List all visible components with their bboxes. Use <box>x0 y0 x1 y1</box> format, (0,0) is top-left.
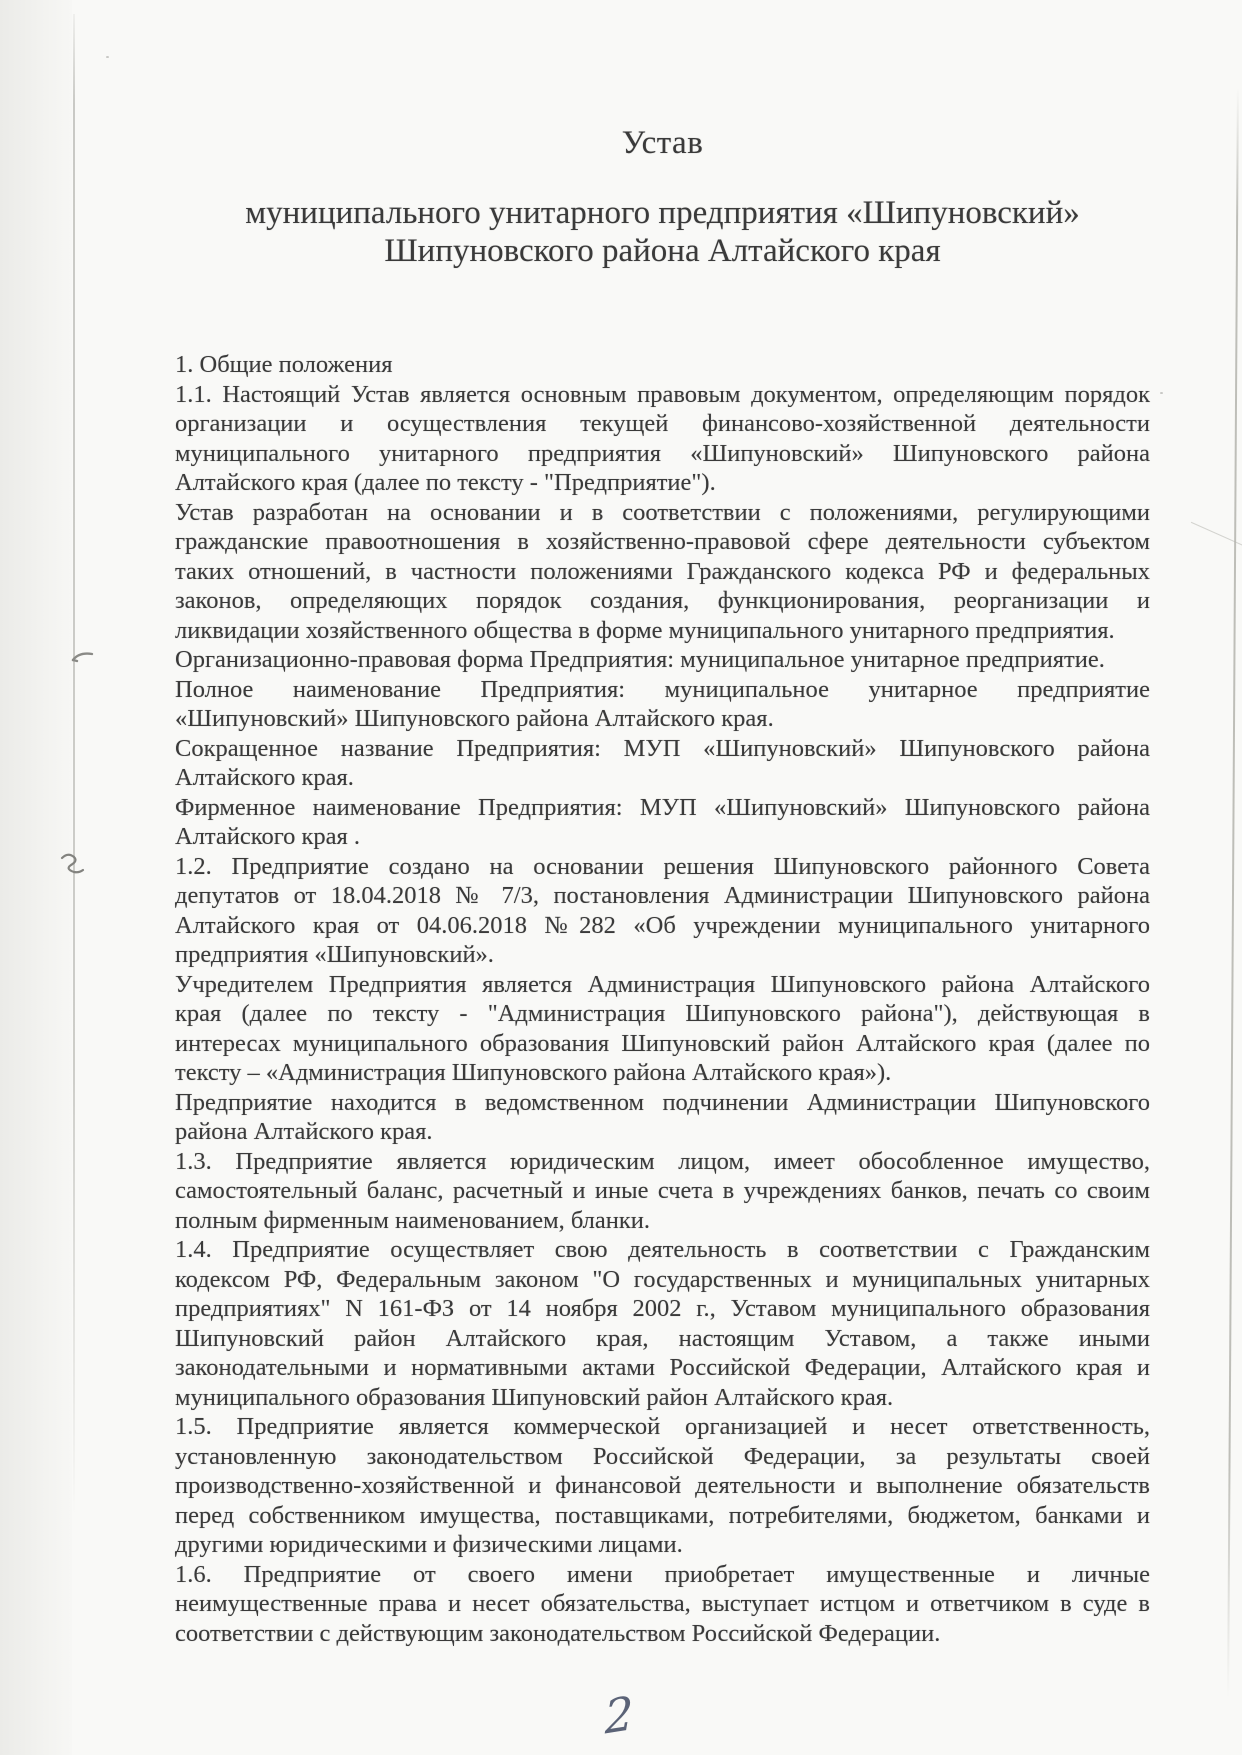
paragraph <box>175 1412 1150 1560</box>
paragraph-line: Алтайского края от 04.06.2018 №282 «Об учреждении муниципального унитарного <box>175 911 1150 939</box>
paragraph <box>175 793 1150 852</box>
paragraph-line: Алтайского края . <box>175 823 361 850</box>
document-body <box>175 350 1150 1648</box>
paragraph <box>175 1147 1150 1236</box>
paragraph-line: 1.4. Предприятие осуществляет свою деятельность в соответствии с Гражданским <box>175 1236 1150 1263</box>
paragraph <box>175 734 1150 793</box>
paragraph-line: Сокращенное название Предприятия: МУП «Шипуновский» Шипуновского района <box>175 734 1150 762</box>
paragraph-line: Устав разработан на основании и в соответствии с положениями, регулирующими <box>175 498 1150 526</box>
paragraph <box>175 380 1150 498</box>
paragraph-line: района Алтайского края. <box>175 1118 433 1145</box>
pen-mark <box>70 646 98 666</box>
paragraph-line: 1.3. Предприятие является юридическим лицом, имеет обособленное имущество, <box>175 1147 1150 1175</box>
paragraph <box>175 498 1150 646</box>
paragraph-line: организации и осуществления текущей финансово-хозяйственной деятельности <box>175 410 1150 437</box>
paragraph-line: 1.5. Предприятие является коммерческой организацией и несет ответственность, <box>175 1413 1150 1440</box>
document-title: Устав <box>621 125 704 161</box>
paragraph <box>175 852 1150 970</box>
subtitle-line: муниципального унитарного предприятия «Шипуновский» <box>245 195 1080 231</box>
page-number-handwritten: 2 <box>604 1685 634 1745</box>
paragraph-line: самостоятельный баланс, расчетный и иные счета в учреждениях банков, печать со своим <box>175 1177 1150 1204</box>
paragraph-line: Полное наименование Предприятия: муниципальное унитарное предприятие <box>175 675 1150 703</box>
paragraph-line: муниципального образования Шипуновский район Алтайского края. <box>175 1383 894 1411</box>
paragraph-line: полным фирменным наименованием, бланки. <box>175 1206 651 1234</box>
paragraph-line: кодексом РФ, Федеральным законом "О государственных и муниципальных унитарных <box>175 1265 1150 1293</box>
paragraph-line: таких отношений, в частности положениями Гражданского кодекса РФ и федеральных <box>175 557 1150 585</box>
paragraph-line: другими юридическими и физическими лицами. <box>175 1531 683 1558</box>
paragraph-line: законов, определяющих порядок создания, функционирования, реорганизации и <box>175 587 1150 614</box>
paragraph-line: Фирменное наименование Предприятия: МУП «Шипуновский» Шипуновского района <box>175 793 1150 821</box>
page-fold-line <box>73 14 75 1514</box>
paragraph-line: производственно-хозяйственной и финансовой деятельности и выполнение обязательств <box>175 1472 1150 1499</box>
dust-speck <box>1160 392 1163 394</box>
paragraph-line: гражданские правоотношения в хозяйственно-правовой сфере деятельности субъектом <box>175 528 1150 555</box>
paragraph <box>175 1088 1150 1147</box>
page-edge-line <box>1227 88 1239 1698</box>
document-subtitle <box>175 194 1150 270</box>
paragraph-line: депутатов от 18.04.2018 № 7/3, постановления Администрации Шипуновского района <box>175 882 1150 909</box>
paragraph <box>175 1560 1150 1649</box>
paragraph-line: Учредителем Предприятия является Администрация Шипуновского района Алтайского <box>175 970 1150 998</box>
paragraph-line: тексту – «Администрация Шипуновского района Алтайского края»). <box>175 1059 892 1086</box>
paragraph-line: Шипуновский район Алтайского края, настоящим Уставом, а также иными <box>175 1324 1150 1352</box>
paragraph-line: 1.6. Предприятие от своего имени приобретает имущественные и личные <box>175 1560 1150 1588</box>
paragraph-line: предприятиях" N 161-ФЗ от 14 ноября 2002 г., Уставом муниципального образования <box>175 1295 1150 1322</box>
paragraph-line: соответствии с действующим законодательством Российской Федерации. <box>175 1619 941 1647</box>
paragraph-line: ликвидации хозяйственного общества в форме муниципального унитарного предприятия. <box>175 616 1115 644</box>
paragraph-line: Предприятие находится в ведомственном подчинении Администрации Шипуновского <box>175 1088 1150 1116</box>
subtitle-line: Шипуновского района Алтайского края <box>384 233 941 269</box>
paragraph-line: перед собственником имущества, поставщиками, потребителями, бюджетом, банками и <box>175 1501 1150 1529</box>
paragraph-line: Алтайского края. <box>175 764 354 791</box>
paragraph <box>175 675 1150 734</box>
paragraph-line: «Шипуновский» Шипуновского района Алтайского края. <box>175 705 774 732</box>
paragraph <box>175 1235 1150 1412</box>
paragraph-line: установленную законодательством Российской Федерации, за результаты своей <box>175 1442 1150 1470</box>
dust-speck <box>106 56 109 58</box>
paragraph-line: 1.1. Настоящий Устав является основным правовым документом, определяющим порядок <box>175 380 1150 408</box>
paragraph-line: законодательными и нормативными актами Российской Федерации, Алтайского края и <box>175 1354 1150 1381</box>
paragraph-line: Алтайского края (далее по тексту - "Предприятие"). <box>175 469 716 496</box>
pen-mark <box>58 850 90 876</box>
paragraph-line: муниципального унитарного предприятия «Шипуновский» Шипуновского района <box>175 439 1150 467</box>
scan-margin-strip <box>0 0 72 1755</box>
paragraph-line: предприятия «Шипуновский». <box>175 941 494 968</box>
paragraph-line: интересах муниципального образования Шипуновский район Алтайского края (далее по <box>175 1029 1150 1057</box>
paragraph-line: края (далее по тексту - "Администрация Шипуновского района"), действующая в <box>175 1000 1150 1027</box>
section-heading: 1. Общие положения <box>175 351 393 378</box>
paragraph-line: неимущественные права и несет обязательства, выступает истцом и ответчиком в суде в <box>175 1590 1150 1617</box>
paragraph-line: 1.2. Предприятие создано на основании решения Шипуновского районного Совета <box>175 852 1150 880</box>
paragraph <box>175 645 1150 675</box>
paragraph <box>175 970 1150 1088</box>
paragraph-line: Организационно-правовая форма Предприятия: муниципальное унитарное предприятие. <box>175 646 1105 673</box>
